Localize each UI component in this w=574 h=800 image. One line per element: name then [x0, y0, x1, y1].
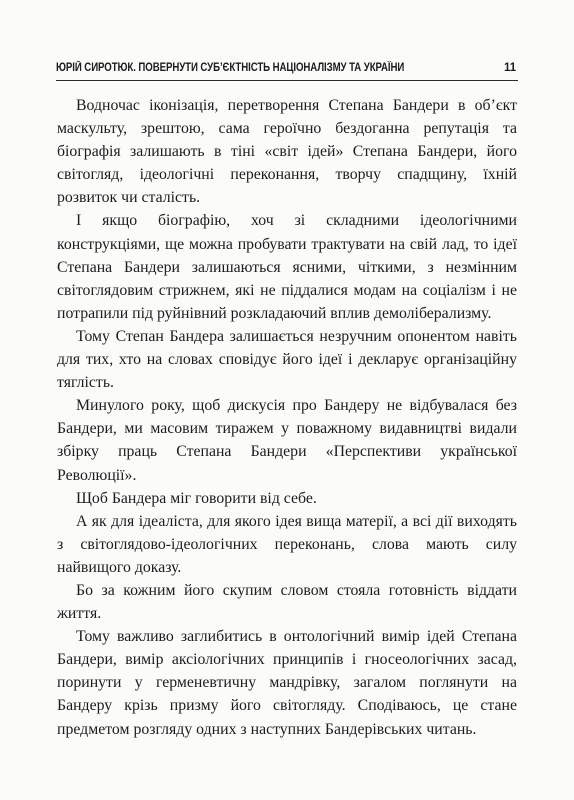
page-body	[57, 94, 517, 741]
running-title: ЮРІЙ СИРОТЮК. ПОВЕРНУТИ СУБ’ЄКТНІСТЬ НАЦІОНАЛІЗМУ ТА УКРАЇНИ	[56, 62, 405, 74]
paragraph: Тому важливо заглибитись в онтологічний вимір ідей Степана Бандери, вимір аксіологічних принципів і гносеологічних засад, поринути у герменевтичну мандрівку, загалом поглянути на Бандеру крізь призму його світогляду. Сподіваюсь, це стане предметом розгляду одних з наступних Бандерівських читань.	[57, 628, 517, 738]
paragraph: Щоб Бандера міг говорити від себе.	[76, 489, 317, 507]
paragraph: Водночас іконізація, перетворення Степана Бандери в об’єкт маскульту, зрештою, сама героїчно бездоганна репутація та біографія залишають в тіні «світ ідей» Степана Бандери, його світогляд, ідеологічні переконання, творчу спадщину, їхній розвиток чи сталість.	[57, 97, 517, 207]
paragraph: Минулого року, щоб дискусія про Бандеру не відбувалася без Бандери, ми масовим тиражем у поважному видавництві видали збірку праць Степана Бандери «Перспективи української Революції».	[57, 397, 517, 484]
paragraph: Тому Степан Бандера залишається незручним опонентом навіть для тих, хто на словах сповідує його ідеї і декларує організаційну тяглість.	[57, 327, 517, 392]
page-number: 11	[504, 62, 516, 74]
paragraph: І якщо біографію, хоч зі складними ідеологічними конструкціями, ще можна пробувати трактувати на свій лад, то ідеї Степана Бандери залишаються ясними, чіткими, з незмінним світоглядовим стрижнем, які не піддалися модам на соціалізм і не потрапили під руйнівний розкладаючий вплив демоліберализму.	[57, 212, 517, 322]
paragraph: Бо за кожним його скупим словом стояла готовність віддати життя.	[57, 581, 517, 623]
running-header	[56, 60, 518, 81]
paragraph: А як для ідеаліста, для якого ідея вища матерії, а всі дії виходять з світоглядово-ідеологічних переконань, слова мають силу найвищого доказу.	[57, 512, 517, 576]
